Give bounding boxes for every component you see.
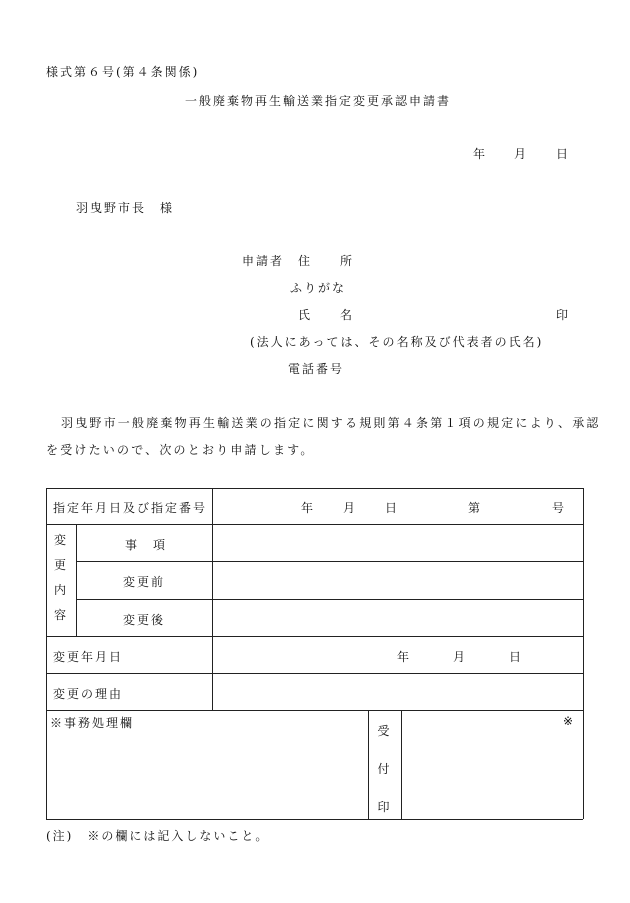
item-label: 事 項 <box>125 538 168 552</box>
designation-go: 号 <box>552 501 567 515</box>
change-reason-label: 変更の理由 <box>53 687 124 701</box>
name-label: 氏 名 <box>298 308 355 322</box>
reception-char: 受 <box>377 724 392 738</box>
office-mark: ※ <box>563 714 576 728</box>
addressee: 羽曳野市長 様 <box>76 201 175 215</box>
reception-stamp-label <box>368 722 401 815</box>
designation-date-number-label: 指定年月日及び指定番号 <box>53 501 208 515</box>
reception-char: 印 <box>377 800 392 814</box>
corporation-note: (法人にあっては、その名称及び代表者の氏名) <box>250 335 544 349</box>
designation-day: 日 <box>385 501 400 515</box>
designation-dai: 第 <box>468 501 483 515</box>
col-divider <box>76 524 77 636</box>
table-border-top <box>46 488 583 489</box>
furigana-label: ふりがな <box>290 281 347 295</box>
change-content-char: 容 <box>53 608 68 622</box>
body-line-1: 羽曳野市一般廃棄物再生輸送業の指定に関する規則第４条第１項の規定により、承認 <box>61 416 601 430</box>
form-number: 様式第６号(第４条関係) <box>46 65 200 79</box>
office-processing-label: ※事務処理欄 <box>50 716 135 730</box>
col-divider <box>401 710 402 819</box>
change-content-char: 更 <box>53 558 68 572</box>
table-border-right <box>583 488 584 819</box>
document-title: 一般廃棄物再生輸送業指定変更承認申請書 <box>185 94 452 108</box>
date-day: 日 <box>556 147 571 161</box>
change-date-year: 年 <box>397 650 412 664</box>
designation-year: 年 <box>301 501 316 515</box>
date-month: 月 <box>514 147 529 161</box>
applicant-label: 申請者 <box>242 254 285 268</box>
after-change-label: 変更後 <box>123 613 166 627</box>
row-divider <box>46 524 583 525</box>
col-divider <box>212 488 213 710</box>
table-border-bottom <box>46 819 583 820</box>
before-change-label: 変更前 <box>123 575 166 589</box>
row-divider <box>76 599 583 600</box>
change-date-day: 日 <box>509 650 524 664</box>
address-label: 住 所 <box>298 254 355 268</box>
body-line-2: を受けたいので、次のとおり申請します。 <box>46 443 315 457</box>
change-date-month: 月 <box>453 650 468 664</box>
row-divider <box>46 710 583 711</box>
change-content-char: 変 <box>53 533 68 547</box>
row-divider <box>46 673 583 674</box>
phone-label: 電話番号 <box>288 362 345 376</box>
reception-char: 付 <box>377 762 392 776</box>
designation-month: 月 <box>343 501 358 515</box>
seal-mark: 印 <box>556 308 571 322</box>
row-divider <box>46 636 583 637</box>
change-content-label <box>46 531 76 623</box>
row-divider <box>76 561 583 562</box>
change-content-char: 内 <box>53 583 68 597</box>
date-year: 年 <box>473 147 488 161</box>
change-date-label: 変更年月日 <box>53 650 124 664</box>
footnote: (注) ※の欄には記入しないこと。 <box>46 829 270 843</box>
